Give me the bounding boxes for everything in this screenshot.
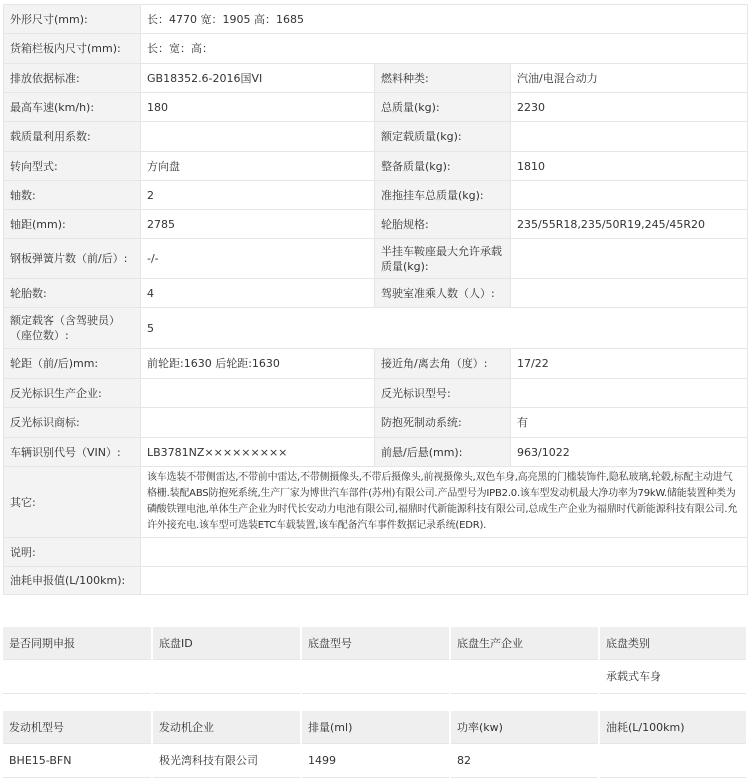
param-label: 反光标识型号: [375, 379, 511, 408]
table-row [4, 467, 748, 538]
param-value [511, 279, 748, 308]
chassis-table [3, 627, 748, 694]
param-value [141, 538, 748, 567]
param-value: 4 [141, 279, 375, 308]
table-cell [599, 744, 747, 778]
param-label: 反光标识商标: [4, 408, 141, 438]
param-label: 半挂车鞍座最大允许承载质量(kg): [375, 239, 511, 279]
param-value [141, 567, 748, 595]
table-row [4, 181, 748, 210]
table-row [4, 93, 748, 122]
param-label: 货箱栏板内尺寸(mm): [4, 34, 141, 64]
param-value [141, 379, 375, 408]
param-label: 车辆识别代号（VIN）: [4, 438, 141, 467]
param-label: 轮胎规格: [375, 210, 511, 239]
param-label: 防抱死制动系统: [375, 408, 511, 438]
param-value: 2230 [511, 93, 748, 122]
param-label: 载质量利用系数: [4, 122, 141, 152]
table-cell: 1499 [301, 744, 450, 778]
param-label: 接近角/离去角（度）: [375, 349, 511, 379]
table-cell: 承载式车身 [599, 660, 747, 694]
table-row [4, 122, 748, 152]
param-value: 有 [511, 408, 748, 438]
column-header: 发动机型号 [3, 711, 152, 744]
param-value: LB3781NZ××××××××× [141, 438, 375, 467]
column-header: 发动机企业 [152, 711, 301, 744]
column-header: 底盘生产企业 [450, 627, 599, 660]
param-label: 说明: [4, 538, 141, 567]
column-header: 功率(kw) [450, 711, 599, 744]
param-label: 整备质量(kg): [375, 152, 511, 181]
table-header-row [3, 627, 747, 660]
column-header: 底盘类别 [599, 627, 747, 660]
param-value: 17/22 [511, 349, 748, 379]
table-cell: 极光湾科技有限公司 [152, 744, 301, 778]
table-row [4, 239, 748, 279]
engine-table [3, 711, 748, 778]
param-value: -/- [141, 239, 375, 279]
param-value [511, 379, 748, 408]
table-row [4, 279, 748, 308]
table-cell [3, 660, 152, 694]
param-value: 2 [141, 181, 375, 210]
param-value [141, 408, 375, 438]
param-value [511, 239, 748, 279]
param-label: 准拖挂车总质量(kg): [375, 181, 511, 210]
table-cell: 82 [450, 744, 599, 778]
column-header: 底盘型号 [301, 627, 450, 660]
table-row [3, 744, 747, 778]
table-cell [301, 660, 450, 694]
table-row [4, 34, 748, 64]
param-value: 180 [141, 93, 375, 122]
table-row [4, 64, 748, 93]
param-value: 1810 [511, 152, 748, 181]
column-header: 油耗(L/100km) [599, 711, 747, 744]
column-header: 是否同期申报 [3, 627, 152, 660]
param-value: 汽油/电混合动力 [511, 64, 748, 93]
param-label: 其它: [4, 467, 141, 538]
table-cell: BHE15-BFN [3, 744, 152, 778]
param-label: 驾驶室准乘人数（人）: [375, 279, 511, 308]
column-header: 底盘ID [152, 627, 301, 660]
table-row [4, 567, 748, 595]
param-value: 长：宽：高： [141, 34, 748, 64]
param-label: 外形尺寸(mm): [4, 5, 141, 34]
param-label: 轮胎数: [4, 279, 141, 308]
table-row [4, 210, 748, 239]
table-row [4, 379, 748, 408]
vehicle-parameters-table [3, 4, 748, 595]
param-value: 2785 [141, 210, 375, 239]
param-label: 燃料种类: [375, 64, 511, 93]
table-row [4, 538, 748, 567]
table-row [4, 152, 748, 181]
param-value: 前轮距:1630 后轮距:1630 [141, 349, 375, 379]
param-value [141, 122, 375, 152]
param-value [511, 122, 748, 152]
param-value: 长：4770 宽：1905 高：1685 [141, 5, 748, 34]
param-label: 轴距(mm): [4, 210, 141, 239]
param-value: GB18352.6-2016国VI [141, 64, 375, 93]
table-row [4, 308, 748, 349]
param-value: 235/55R18,235/50R19,245/45R20 [511, 210, 748, 239]
param-label: 轮距（前/后)mm: [4, 349, 141, 379]
param-label: 最高车速(km/h): [4, 93, 141, 122]
param-value: 963/1022 [511, 438, 748, 467]
param-label: 转向型式: [4, 152, 141, 181]
param-label: 总质量(kg): [375, 93, 511, 122]
table-cell [450, 660, 599, 694]
table-row [4, 349, 748, 379]
param-value [511, 181, 748, 210]
column-header: 排量(ml) [301, 711, 450, 744]
other-notes-text: 该车选装不带侧雷达,不带前中雷达,不带侧摄像头,不带后摄像头,前视摄像头,双色车身,高亮黑的门槛装饰件,隐私玻璃,轮毂,标配主动进气格栅.装配ABS防抱死系统,生产厂家为博世汽车部件(苏州)有限公司.产品型号为IPB2.0.该车型发动机最大净功率为79kW.储能装置种类为磷酸铁锂电池,单体生产企业为时代长安动力电池有限公司,福鼎时代新能源科技有限公司,总成生产企业为福鼎时代新能源科技有限公司.允许外接充电.该车型可选装ETC车载装置,该车配备汽车事件数据记录系统(EDR). [141, 467, 748, 538]
param-label: 油耗申报值(L/100km): [4, 567, 141, 595]
param-label: 钢板弹簧片数（前/后）: [4, 239, 141, 279]
param-label: 额定载客（含驾驶员）（座位数）: [4, 308, 141, 349]
param-value: 5 [141, 308, 748, 349]
param-label: 轴数: [4, 181, 141, 210]
table-row [4, 5, 748, 34]
table-row [4, 408, 748, 438]
table-row [4, 438, 748, 467]
param-label: 前悬/后悬(mm): [375, 438, 511, 467]
param-value: 方向盘 [141, 152, 375, 181]
param-label: 反光标识生产企业: [4, 379, 141, 408]
table-row [3, 660, 747, 694]
table-header-row [3, 711, 747, 744]
table-cell [152, 660, 301, 694]
param-label: 排放依据标准: [4, 64, 141, 93]
param-label: 额定载质量(kg): [375, 122, 511, 152]
